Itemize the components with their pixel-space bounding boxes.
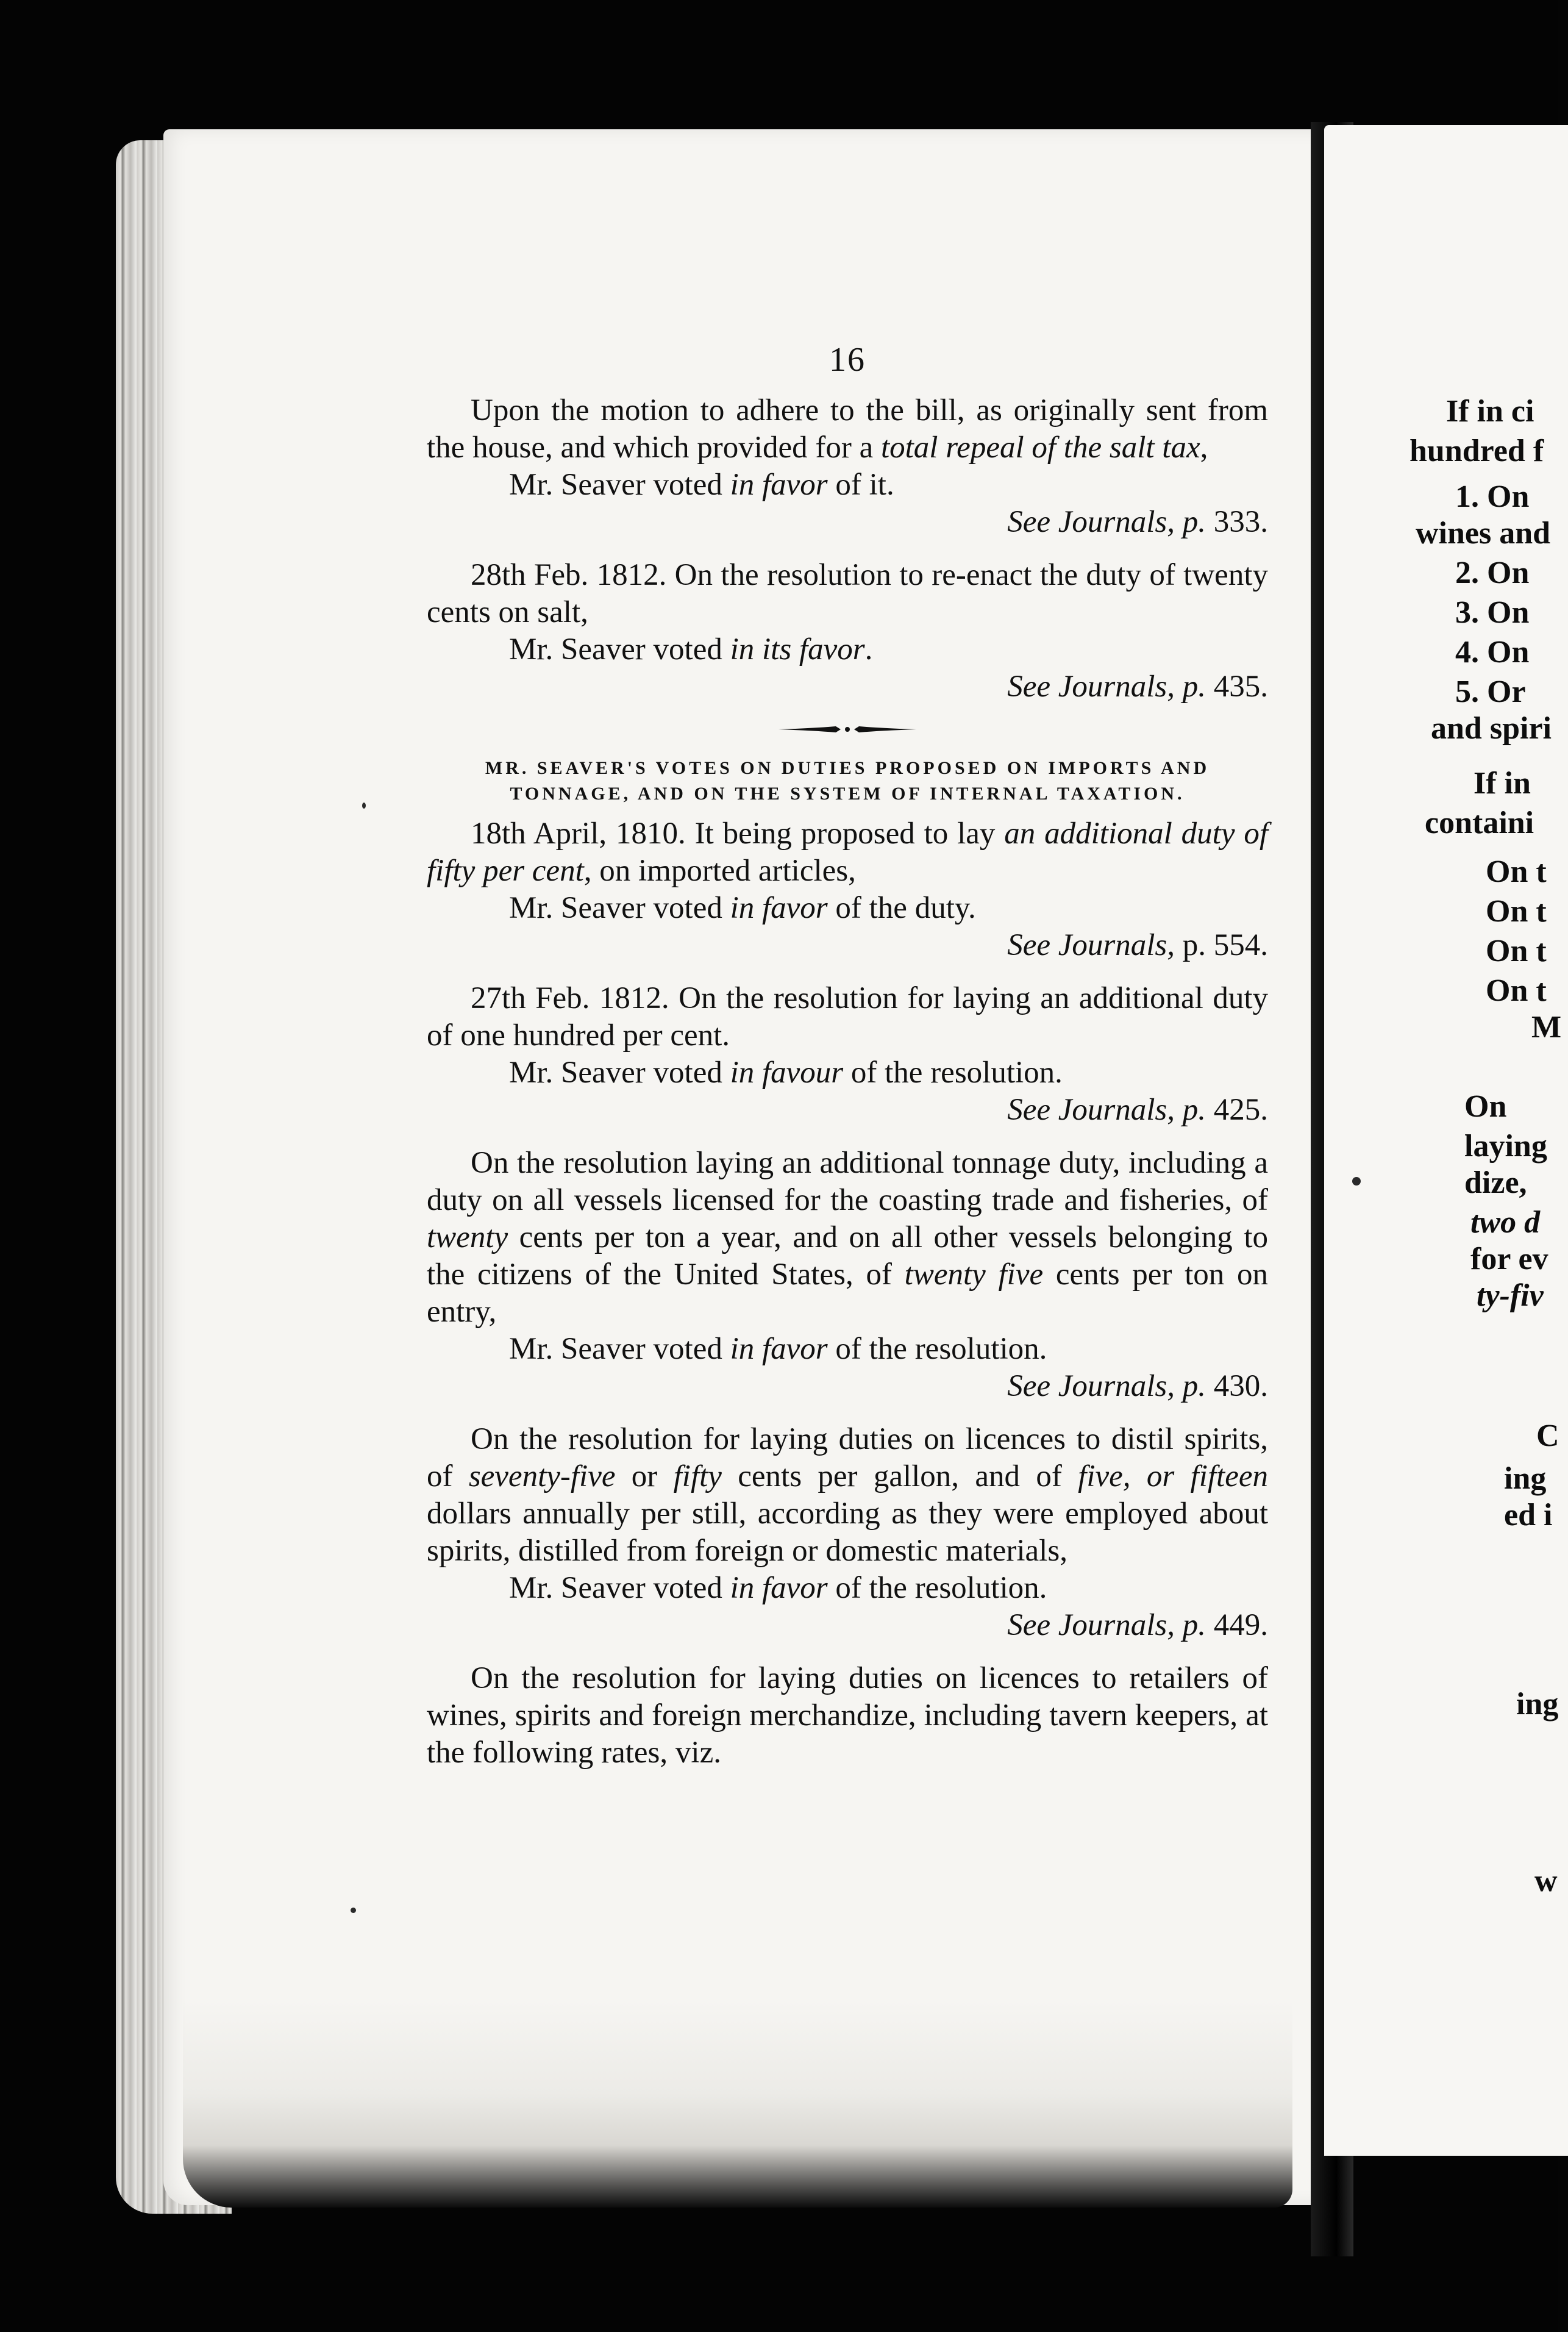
journal-reference [427, 1368, 1268, 1405]
journal-reference [427, 927, 1268, 964]
text-run: See Journals, p. [1007, 1608, 1214, 1642]
text-run: of it. [827, 468, 894, 502]
text-run: Mr. Seaver voted [509, 891, 730, 925]
facing-line: 2. On [1455, 556, 1530, 590]
vote-line [427, 1331, 1268, 1368]
ink-speck [362, 803, 366, 809]
italic-run: an additional duty of fifty per cent [427, 817, 1268, 888]
italic-run: in its favor [730, 632, 865, 667]
text-run: Upon the motion to adhere to the bill, as originally sent from the house, and which provided for a [427, 393, 1268, 465]
facing-line: ty-fiv [1477, 1278, 1544, 1313]
text-run: . [1260, 928, 1268, 962]
text-run: Mr. Seaver voted [509, 632, 730, 667]
facing-line: If in [1474, 766, 1531, 801]
text-run: . [864, 632, 873, 667]
facing-line: M [1531, 1010, 1562, 1045]
journal-reference [427, 1607, 1268, 1644]
text-run: On the resolution laying an additional tonnage duty, including a duty on all vessels licensed for the coasting trade and fisheries, of [427, 1146, 1268, 1217]
italic-run: in favor [730, 891, 828, 925]
italic-run: in favour [730, 1056, 844, 1090]
facing-line: If in ci [1446, 394, 1534, 429]
ink-speck [1352, 1177, 1361, 1186]
facing-line: 4. On [1455, 635, 1530, 670]
section-heading-line: TONNAGE, AND ON THE SYSTEM OF INTERNAL TAXATION. [510, 784, 1185, 804]
vote-line [427, 1054, 1268, 1092]
journal-reference [427, 1092, 1268, 1129]
page-text [427, 342, 1268, 1772]
italic-run: total repeal of the salt tax [880, 431, 1200, 465]
text-run: of the resolution. [843, 1056, 1063, 1090]
text-run: Mr. Seaver voted [509, 468, 730, 502]
facing-line: On [1464, 1089, 1507, 1124]
facing-page-lines [1324, 125, 1568, 2156]
facing-line: wines and [1416, 516, 1551, 551]
facing-line: laying [1464, 1129, 1547, 1164]
italic-run: in favor [730, 468, 828, 502]
italic-run: fifty [673, 1459, 722, 1493]
text-run: of the resolution. [827, 1332, 1047, 1366]
facing-line: On t [1486, 854, 1547, 889]
text-run: 28th Feb. 1812. On the resolution to re-enact the duty of twenty cents on salt, [427, 558, 1268, 629]
vote-line [427, 1570, 1268, 1607]
paragraph-distil-licences [427, 1421, 1268, 1570]
text-run: Mr. Seaver voted [509, 1056, 730, 1090]
ornamental-rule [777, 721, 918, 737]
facing-line: dize, [1464, 1165, 1527, 1200]
facing-line: On t [1486, 934, 1547, 968]
section-heading-line: MR. SEAVER'S VOTES ON DUTIES PROPOSED ON IMPORTS AND [485, 758, 1210, 778]
text-run: cents per gallon, and of [721, 1459, 1078, 1493]
text-run: of the duty. [827, 891, 976, 925]
page-number: 16 [829, 341, 866, 379]
paragraph-retailers-licences [427, 1660, 1268, 1772]
text-run: cents per ton on entry, [427, 1257, 1268, 1329]
text-run: . [1260, 1369, 1268, 1403]
text-run: See Journals, p. [1007, 670, 1214, 704]
italic-run: in favor [730, 1571, 828, 1605]
ink-speck [351, 1908, 356, 1913]
italic-run: seventy-five [468, 1459, 616, 1493]
vote-line [427, 467, 1268, 504]
text-run: . [1260, 505, 1268, 539]
text-run: , on imported articles, [583, 854, 856, 888]
text-run: 18th April, 1810. It being proposed to lay [471, 817, 1005, 851]
paragraph-tonnage [427, 1145, 1268, 1331]
facing-line: for ev [1470, 1242, 1548, 1276]
facing-line: and spiri [1431, 711, 1552, 746]
text-run: 27th Feb. 1812. On the resolution for laying an additional duty of one hundred per cent. [427, 981, 1268, 1053]
facing-line: ed i [1504, 1498, 1553, 1533]
text-run: Mr. Seaver voted [509, 1571, 730, 1605]
text-run: See Journals, p. [1007, 505, 1214, 539]
journal-reference [427, 504, 1268, 541]
text-run: . [1260, 670, 1268, 704]
text-run: Mr. Seaver voted [509, 1332, 730, 1366]
text-run: 425 [1213, 1093, 1261, 1127]
text-run: On the resolution for laying duties on licences to distil spirits, of [427, 1422, 1268, 1493]
facing-line: 3. On [1455, 595, 1530, 630]
facing-line: two d [1470, 1205, 1541, 1240]
facing-line: ing [1504, 1461, 1547, 1496]
text-run: , [1200, 431, 1208, 465]
text-run: dollars annually per still, according as they were employed about spirits, distilled from foreign or domestic materials, [427, 1497, 1268, 1568]
text-run: or [615, 1459, 674, 1493]
paragraph-salt-adhere [427, 392, 1268, 467]
journal-reference [427, 668, 1268, 706]
text-run: . [1260, 1608, 1268, 1642]
facing-line: On t [1486, 894, 1547, 929]
paragraph-fifty-per-cent [427, 815, 1268, 890]
vote-line [427, 890, 1268, 927]
text-run: p. 554 [1182, 928, 1261, 962]
italic-run: five, or fifteen [1078, 1459, 1268, 1493]
italic-run: twenty five [904, 1257, 1044, 1292]
facing-line: 5. Or [1455, 674, 1526, 709]
italic-run: twenty [427, 1220, 508, 1254]
text-run: On the resolution for laying duties on licences to retailers of wines, spirits and foreign merchandize, including tavern keepers, at the following rates, viz. [427, 1661, 1268, 1770]
text-run: 333 [1213, 505, 1261, 539]
text-run: See Journals, [1007, 928, 1183, 962]
facing-line: 1. On [1455, 479, 1530, 514]
paragraph-hundred-per-cent [427, 980, 1268, 1054]
text-run: 435 [1213, 670, 1261, 704]
facing-line: ing [1516, 1687, 1559, 1722]
text-run: See Journals, p. [1007, 1369, 1214, 1403]
text-run: 430 [1213, 1369, 1261, 1403]
facing-page-fragment [1324, 125, 1568, 2156]
facing-line: containi [1425, 806, 1534, 840]
torn-bottom-edge [183, 2000, 1292, 2208]
italic-run: in favor [730, 1332, 828, 1366]
facing-line: On t [1486, 973, 1547, 1008]
facing-line: C [1536, 1418, 1559, 1453]
paragraph-salt-reenact [427, 557, 1268, 631]
text-run: . [1260, 1093, 1268, 1127]
text-run: 449 [1213, 1608, 1261, 1642]
text-run: cents per ton a year, and on all other vessels belonging to the citizens of the United States, of [427, 1220, 1268, 1292]
section-heading [427, 756, 1268, 807]
text-run: of the resolution. [827, 1571, 1047, 1605]
facing-line: w [1534, 1864, 1558, 1898]
facing-line: hundred f [1409, 434, 1544, 468]
text-run: See Journals, p. [1007, 1093, 1214, 1127]
vote-line [427, 631, 1268, 668]
